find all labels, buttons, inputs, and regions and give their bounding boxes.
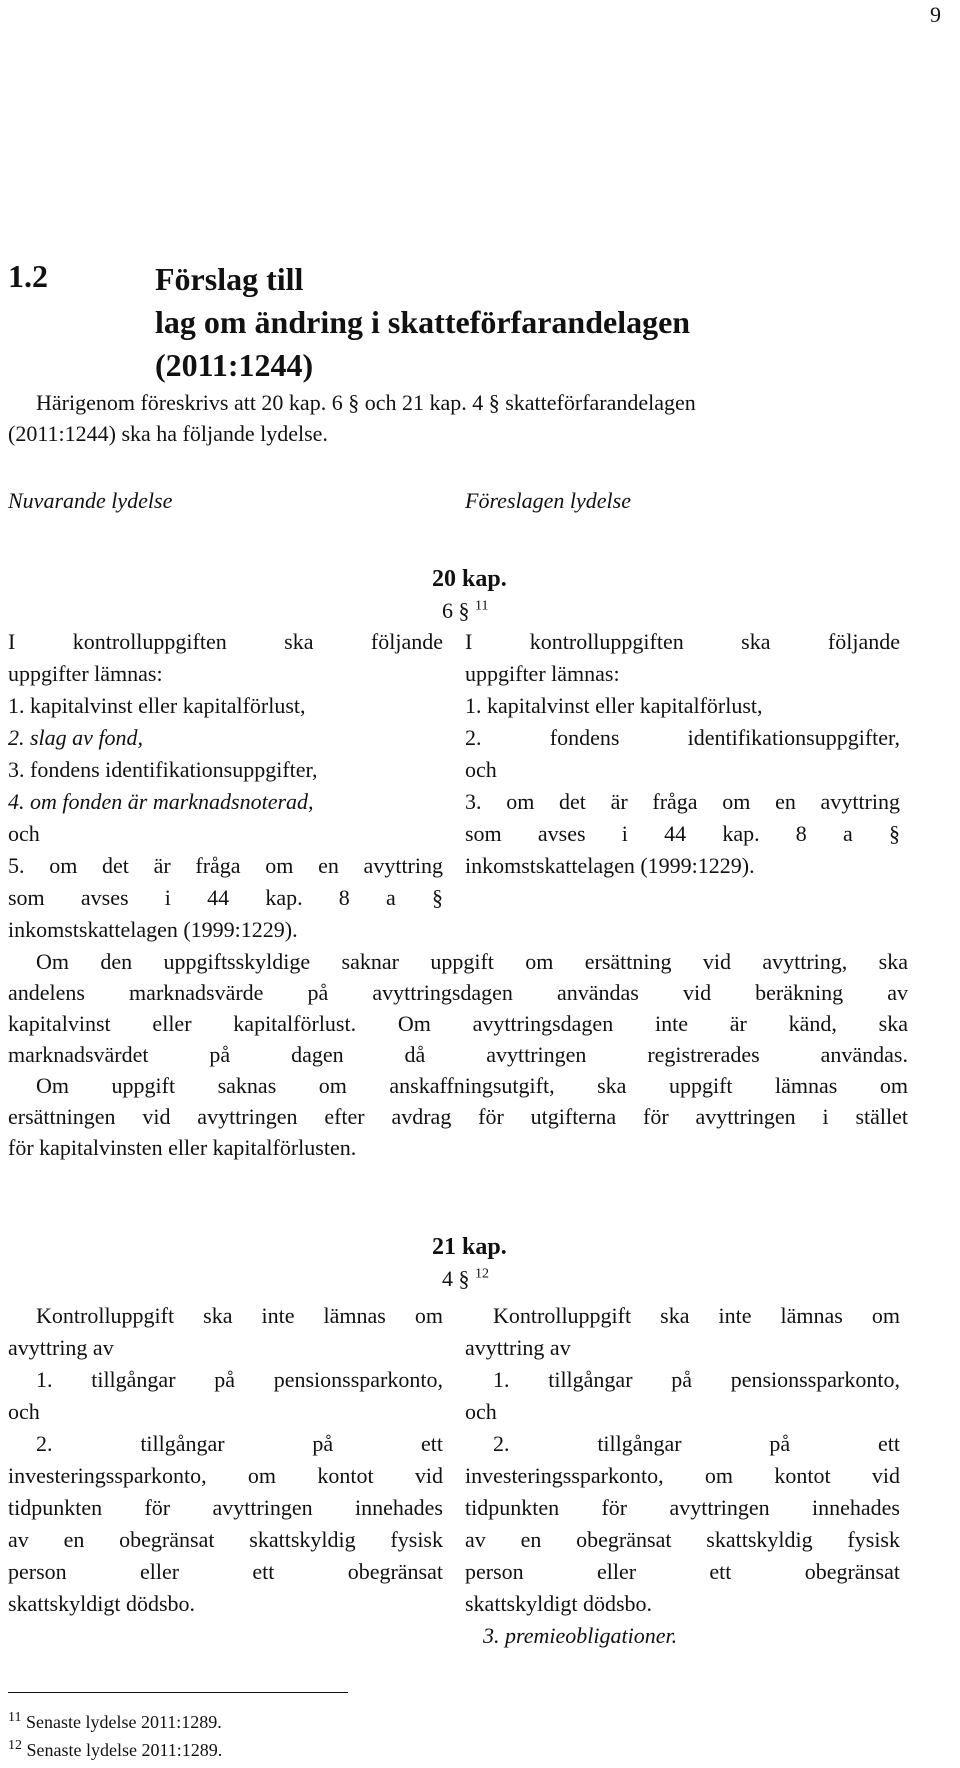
- text-line: och: [465, 757, 497, 782]
- text-line: som avses i 44 kap. 8 a §: [8, 885, 443, 910]
- text-line: 1. kapitalvinst eller kapitalförlust,: [8, 693, 306, 718]
- text-line: och: [465, 1399, 497, 1424]
- text-line: skattskyldigt dödsbo.: [8, 1591, 196, 1616]
- footnote-text: Senaste lydelse 2011:1289.: [26, 1740, 223, 1760]
- proposed-wording-column: [465, 626, 900, 882]
- text-line: I kontrolluppgiften ska följande: [465, 629, 900, 654]
- text-line: I kontrolluppgiften ska följande: [8, 629, 443, 654]
- footnote-number: 11: [8, 1710, 22, 1725]
- text-line: 1. kapitalvinst eller kapitalförlust,: [465, 693, 763, 718]
- section-number: 1.2: [8, 258, 48, 294]
- common-paragraph: [8, 946, 908, 1163]
- intro-line-1: Härigenom föreskrivs att 20 kap. 6 § och 21 kap. 4 § skatteförfarandelagen: [36, 390, 696, 415]
- footnote-reference: 12: [475, 1266, 489, 1282]
- text-line: 3. om det är fråga om en avyttring: [465, 789, 900, 814]
- text-line: 1. tillgångar på pensionssparkonto,: [36, 1367, 443, 1392]
- footnote-reference: 11: [475, 598, 489, 614]
- paragraph-heading: [442, 1266, 489, 1292]
- text-line: Om uppgift saknas om anskaffningsutgift, ska uppgift lämnas om: [36, 1073, 908, 1098]
- text-line: inkomstskattelagen (1999:1229).: [8, 917, 298, 942]
- proposed-wording-column: [465, 1300, 900, 1652]
- text-line: för kapitalvinsten eller kapitalförlusten.: [8, 1135, 357, 1160]
- footnote: [8, 1708, 222, 1736]
- text-line: 2. tillgångar på ett: [493, 1431, 900, 1456]
- current-wording-column: [8, 1300, 443, 1620]
- current-wording-column: [8, 626, 443, 946]
- text-line: 4. om fonden är marknadsnoterad,: [8, 789, 314, 814]
- text-line: uppgifter lämnas:: [8, 661, 163, 686]
- law-title: [155, 258, 690, 387]
- footnote-divider: [8, 1692, 348, 1693]
- chapter-heading: 21 kap.: [432, 1234, 507, 1260]
- text-line: person eller ett obegränsat: [8, 1559, 443, 1584]
- text-line: som avses i 44 kap. 8 a §: [465, 821, 900, 846]
- text-line: och: [8, 821, 40, 846]
- text-line: 3. premieobligationer.: [483, 1623, 678, 1648]
- proposed-wording-heading: Föreslagen lydelse: [465, 488, 631, 513]
- text-line: inkomstskattelagen (1999:1229).: [465, 853, 755, 878]
- text-line: tidpunkten för avyttringen innehades: [465, 1495, 900, 1520]
- text-line: 3. fondens identifikationsuppgifter,: [8, 757, 318, 782]
- paragraph-heading: [442, 598, 488, 624]
- title-line: Förslag till: [155, 261, 304, 297]
- text-line: Kontrolluppgift ska inte lämnas om: [493, 1303, 900, 1328]
- paragraph-label: 6 §: [442, 598, 470, 623]
- text-line: investeringssparkonto, om kontot vid: [465, 1463, 900, 1488]
- footnote: [8, 1736, 222, 1764]
- footnote-number: 12: [8, 1738, 22, 1753]
- text-line: och: [8, 1399, 40, 1424]
- title-line: (2011:1244): [155, 347, 314, 383]
- text-line: uppgifter lämnas:: [465, 661, 620, 686]
- title-line: lag om ändring i skatteförfarandelagen: [155, 304, 691, 340]
- text-line: tidpunkten för avyttringen innehades: [8, 1495, 443, 1520]
- text-line: andelens marknadsvärde på avyttringsdagen användas vid beräkning av: [8, 980, 908, 1005]
- text-line: investeringssparkonto, om kontot vid: [8, 1463, 443, 1488]
- text-line: marknadsvärdet på dagen då avyttringen registrerades användas.: [8, 1042, 908, 1067]
- footnote-text: Senaste lydelse 2011:1289.: [25, 1712, 222, 1732]
- text-line: kapitalvinst eller kapitalförlust. Om avyttringsdagen inte är känd, ska: [8, 1011, 908, 1036]
- text-line: 1. tillgångar på pensionssparkonto,: [493, 1367, 900, 1392]
- text-line: avyttring av: [465, 1335, 571, 1360]
- text-line: 2. fondens identifikationsuppgifter,: [465, 725, 900, 750]
- text-line: skattskyldigt dödsbo.: [465, 1591, 653, 1616]
- text-line: 2. tillgångar på ett: [36, 1431, 443, 1456]
- intro-line-2: (2011:1244) ska ha följande lydelse.: [8, 421, 328, 446]
- text-line: 5. om det är fråga om en avyttring: [8, 853, 443, 878]
- text-line: person eller ett obegränsat: [465, 1559, 900, 1584]
- chapter-heading: 20 kap.: [432, 566, 507, 592]
- text-line: Om den uppgiftsskyldige saknar uppgift om ersättning vid avyttring, ska: [36, 949, 908, 974]
- text-line: ersättningen vid avyttringen efter avdrag för utgifterna för avyttringen i stället: [8, 1104, 908, 1129]
- text-line: avyttring av: [8, 1335, 114, 1360]
- current-wording-heading: Nuvarande lydelse: [8, 488, 173, 513]
- text-line: av en obegränsat skattskyldig fysisk: [8, 1527, 443, 1552]
- page-number: 9: [930, 2, 941, 27]
- paragraph-label: 4 §: [442, 1266, 470, 1291]
- text-line: av en obegränsat skattskyldig fysisk: [465, 1527, 900, 1552]
- text-line: Kontrolluppgift ska inte lämnas om: [36, 1303, 443, 1328]
- text-line: 2. slag av fond,: [8, 725, 144, 750]
